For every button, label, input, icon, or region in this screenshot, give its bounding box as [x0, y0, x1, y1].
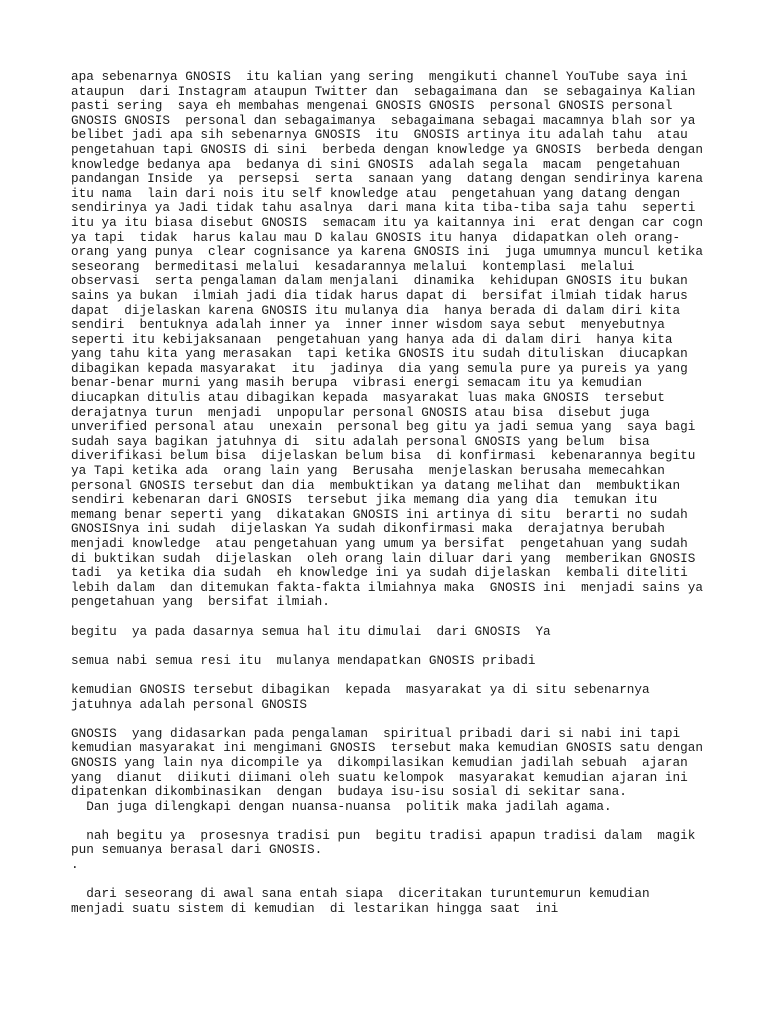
paragraph-prophets: semua nabi semua resi itu mulanya mendapatkan GNOSIS pribadi [71, 652, 536, 668]
paragraph-shared-gnosis: kemudian GNOSIS tersebut dibagikan kepada masyarakat ya di situ sebenarnya jatuhnya adalah personal GNOSIS [71, 681, 650, 712]
paragraph-tradition: nah begitu ya prosesnya tradisi pun begitu tradisi apapun tradisi dalam magik pun semuanya berasal dari GNOSIS. . [71, 827, 696, 873]
document-page [71, 70, 731, 931]
paragraph-heritage: dari seseorang di awal sana entah siapa diceritakan turuntemurun kemudian menjadi suatu sistem di kemudian di lestarikan hingga saat ini [71, 886, 650, 916]
paragraph-religion-formation: GNOSIS yang didasarkan pada pengalaman spiritual pribadi dari si nabi ini tapi kemudian masyarakat ini mengimani GNOSIS tersebut maka kemudian GNOSIS satu dengan GNOSIS yang lain nya dicompile ya dikompilasikan kemudian jadilah sebuah ajaran yang dianut diikuti diimani oleh suatu kelompok masyarakat kemudian ajaran ini dipatenkan dikombinasikan dengan budaya isu-isu sosial di sekitar sana. Dan juga dilengkapi dengan nuansa-nuansa politik maka jadilah agama. [71, 725, 703, 814]
paragraph-gnosis-definition: apa sebenarnya GNOSIS itu kalian yang sering mengikuti channel YouTube saya ini ataupun dari Instagram ataupun Twitter dan sebagaimana dan se sebagainya Kalian pasti sering saya eh membahas mengenai GNOSIS GNOSIS personal GNOSIS personal GNOSIS GNOSIS personal dan sebagaimanya sebagaimana sebagai macamnya blah sor ya belibet jadi apa sih sebenarnya GNOSIS itu GNOSIS artinya itu adalah tahu atau pengetahuan tapi GNOSIS di sini berbeda dengan knowledge ya GNOSIS berbeda dengan knowledge bedanya apa bedanya di sini GNOSIS adalah segala macam pengetahuan pandangan Inside ya persepsi serta sanaan yang datang dengan sendirinya karena itu nama lain dari nois itu self knowledge atau pengetahuan yang datang dengan sendirinya ya Jadi tidak tahu asalnya dari mana kita tiba-tiba saja tahu seperti itu ya itu biasa disebut GNOSIS semacam itu ya kaitannya ini erat dengan car cogn ya tapi tidak harus kalau mau D kalau GNOSIS itu hanya didapatkan oleh orang- orang yang punya clear cognisance ya karena GNOSIS ini juga umumnya muncul ketika seseorang bermeditasi melalui kesadarannya melalui kontemplasi melalui observasi serta pengalaman dalam menjalani dinamika kehidupan GNOSIS itu bukan sains ya bukan ilmiah jadi dia tidak harus dapat di bersifat ilmiah tidak harus dapat dijelaskan karena GNOSIS itu mulanya dia hanya berada di dalam diri kita sendiri bentuknya adalah inner ya inner inner wisdom saya sebut menyebutnya seperti itu kebijaksanaan pengetahuan yang hanya ada di dalam diri hanya kita yang tahu kita yang merasakan tapi ketika GNOSIS itu sudah dituliskan diucapkan dibagikan kepada masyarakat itu jadinya dia yang semula pure ya pureis ya yang benar-benar murni yang masih berupa vibrasi energi semacam itu ya kemudian diucapkan ditulis atau dibagikan kepada masyarakat luas maka GNOSIS tersebut derajatnya turun menjadi unpopular personal GNOSIS atau bisa disebut juga unverified personal atau unexain personal beg gitu ya jadi semua yang saya bagi sudah saya bagikan jatuhnya di situ adalah personal GNOSIS yang belum bisa diverifikasi belum bisa dijelaskan belum bisa di konfirmasi kebenarannya begitu ya Tapi ketika ada orang lain yang Berusaha menjelaskan berusaha memecahkan personal GNOSIS tersebut dan dia membuktikan ya datang melihat dan membuktikan sendiri kebenaran dari GNOSIS tersebut jika memang dia yang dia temukan itu memang benar seperti yang dikatakan GNOSIS ini artinya di situ berarti no sudah GNOSISnya ini sudah dijelaskan Ya sudah dikonfirmasi maka derajatnya berubah menjadi knowledge atau pengetahuan yang umum ya bersifat pengetahuan yang sudah di buktikan sudah dijelaskan oleh orang lain diluar dari yang memberikan GNOSIS tadi ya ketika dia sudah eh knowledge ini ya sudah dijelaskan kembali diteliti lebih dalam dan ditemukan fakta-fakta ilmiahnya maka GNOSIS ini menjadi sains ya pengetahuan yang bersifat ilmiah. [71, 69, 703, 610]
paragraph-gnosis-origin: begitu ya pada dasarnya semua hal itu dimulai dari GNOSIS Ya [71, 623, 551, 639]
